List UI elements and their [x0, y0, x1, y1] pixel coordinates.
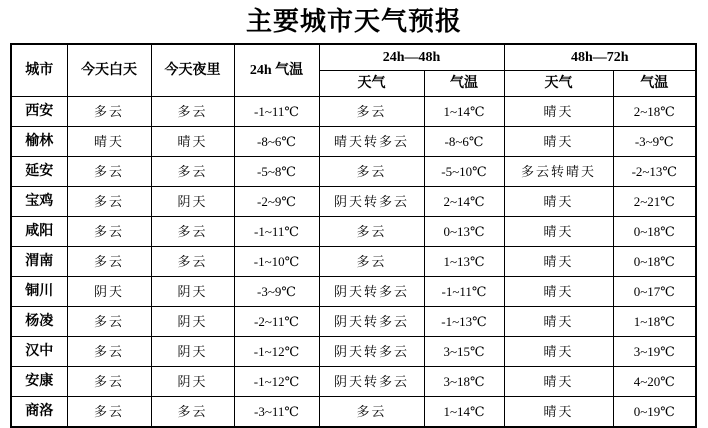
cell-temp-24-48: 3~15℃ — [424, 337, 504, 367]
header-temp-24h: 24h 气温 — [234, 44, 319, 97]
cell-temp-24h: -3~9℃ — [234, 277, 319, 307]
cell-temp-24h: -2~9℃ — [234, 187, 319, 217]
cell-weather-24-48: 多云 — [319, 97, 424, 127]
table-row — [11, 247, 696, 277]
cell-weather-48-72: 晴天 — [504, 187, 613, 217]
table-row — [11, 157, 696, 187]
cell-night-weather: 阴天 — [151, 277, 234, 307]
weather-forecast-table — [10, 43, 697, 428]
header-group-24-48: 24h—48h — [319, 44, 504, 71]
cell-temp-24h: -2~11℃ — [234, 307, 319, 337]
cell-night-weather: 阴天 — [151, 337, 234, 367]
cell-temp-24h: -5~8℃ — [234, 157, 319, 187]
cell-day-weather: 多云 — [67, 397, 151, 428]
cell-night-weather: 多云 — [151, 97, 234, 127]
cell-temp-24h: -3~11℃ — [234, 397, 319, 428]
cell-weather-48-72: 晴天 — [504, 397, 613, 428]
cell-city: 渭南 — [11, 247, 67, 277]
header-weather-24-48: 天气 — [319, 71, 424, 97]
cell-day-weather: 多云 — [67, 367, 151, 397]
cell-night-weather: 多云 — [151, 397, 234, 428]
cell-night-weather: 多云 — [151, 157, 234, 187]
table-row — [11, 397, 696, 428]
cell-day-weather: 多云 — [67, 217, 151, 247]
cell-temp-24h: -8~6℃ — [234, 127, 319, 157]
cell-temp-24-48: -1~13℃ — [424, 307, 504, 337]
cell-temp-24h: -1~12℃ — [234, 337, 319, 367]
cell-night-weather: 晴天 — [151, 127, 234, 157]
cell-city: 宝鸡 — [11, 187, 67, 217]
cell-day-weather: 多云 — [67, 187, 151, 217]
cell-city: 杨凌 — [11, 307, 67, 337]
header-city: 城市 — [11, 44, 67, 97]
cell-weather-24-48: 阴天转多云 — [319, 187, 424, 217]
cell-temp-48-72: 3~19℃ — [613, 337, 696, 367]
cell-temp-48-72: 0~19℃ — [613, 397, 696, 428]
header-group-48-72: 48h—72h — [504, 44, 696, 71]
cell-temp-48-72: 0~17℃ — [613, 277, 696, 307]
cell-night-weather: 多云 — [151, 217, 234, 247]
cell-city: 汉中 — [11, 337, 67, 367]
header-today-night: 今天夜里 — [151, 44, 234, 97]
cell-day-weather: 多云 — [67, 97, 151, 127]
table-header — [11, 44, 696, 97]
cell-temp-24-48: -8~6℃ — [424, 127, 504, 157]
cell-temp-48-72: 1~18℃ — [613, 307, 696, 337]
cell-weather-24-48: 阴天转多云 — [319, 367, 424, 397]
cell-night-weather: 多云 — [151, 247, 234, 277]
cell-city: 商洛 — [11, 397, 67, 428]
cell-temp-24-48: 2~14℃ — [424, 187, 504, 217]
cell-temp-24h: -1~10℃ — [234, 247, 319, 277]
cell-temp-48-72: 0~18℃ — [613, 217, 696, 247]
cell-weather-24-48: 多云 — [319, 247, 424, 277]
cell-day-weather: 多云 — [67, 337, 151, 367]
cell-temp-48-72: 2~18℃ — [613, 97, 696, 127]
page-title: 主要城市天气预报 — [245, 7, 462, 36]
cell-city: 铜川 — [11, 277, 67, 307]
cell-temp-48-72: 4~20℃ — [613, 367, 696, 397]
header-temp-24-48: 气温 — [424, 71, 504, 97]
cell-temp-24-48: -5~10℃ — [424, 157, 504, 187]
cell-temp-48-72: 2~21℃ — [613, 187, 696, 217]
table-row — [11, 97, 696, 127]
table-row — [11, 187, 696, 217]
cell-night-weather: 阴天 — [151, 187, 234, 217]
cell-temp-24-48: 0~13℃ — [424, 217, 504, 247]
cell-city: 西安 — [11, 97, 67, 127]
cell-temp-24-48: 1~14℃ — [424, 397, 504, 428]
cell-weather-48-72: 晴天 — [504, 127, 613, 157]
cell-temp-24h: -1~11℃ — [234, 217, 319, 247]
cell-day-weather: 晴天 — [67, 127, 151, 157]
cell-weather-48-72: 多云转晴天 — [504, 157, 613, 187]
cell-temp-24h: -1~11℃ — [234, 97, 319, 127]
cell-city: 榆林 — [11, 127, 67, 157]
cell-temp-24-48: 3~18℃ — [424, 367, 504, 397]
cell-weather-24-48: 晴天转多云 — [319, 127, 424, 157]
cell-weather-48-72: 晴天 — [504, 367, 613, 397]
cell-weather-48-72: 晴天 — [504, 277, 613, 307]
cell-weather-48-72: 晴天 — [504, 307, 613, 337]
cell-night-weather: 阴天 — [151, 307, 234, 337]
cell-weather-24-48: 阴天转多云 — [319, 307, 424, 337]
cell-day-weather: 多云 — [67, 247, 151, 277]
table-row — [11, 277, 696, 307]
cell-day-weather: 多云 — [67, 157, 151, 187]
table-row — [11, 367, 696, 397]
cell-temp-48-72: -2~13℃ — [613, 157, 696, 187]
header-today-day: 今天白天 — [67, 44, 151, 97]
table-row — [11, 217, 696, 247]
table-body — [11, 97, 696, 428]
header-weather-48-72: 天气 — [504, 71, 613, 97]
cell-temp-24h: -1~12℃ — [234, 367, 319, 397]
cell-weather-24-48: 阴天转多云 — [319, 277, 424, 307]
cell-day-weather: 阴天 — [67, 277, 151, 307]
cell-weather-24-48: 多云 — [319, 157, 424, 187]
cell-weather-48-72: 晴天 — [504, 97, 613, 127]
cell-city: 安康 — [11, 367, 67, 397]
cell-temp-24-48: 1~14℃ — [424, 97, 504, 127]
cell-city: 咸阳 — [11, 217, 67, 247]
cell-weather-48-72: 晴天 — [504, 337, 613, 367]
cell-day-weather: 多云 — [67, 307, 151, 337]
cell-temp-48-72: -3~9℃ — [613, 127, 696, 157]
table-row — [11, 307, 696, 337]
header-temp-48-72: 气温 — [613, 71, 696, 97]
cell-temp-48-72: 0~18℃ — [613, 247, 696, 277]
cell-weather-24-48: 多云 — [319, 217, 424, 247]
cell-weather-24-48: 多云 — [319, 397, 424, 428]
cell-weather-24-48: 阴天转多云 — [319, 337, 424, 367]
header-group-row — [11, 44, 696, 71]
table-row — [11, 127, 696, 157]
cell-night-weather: 阴天 — [151, 367, 234, 397]
cell-temp-24-48: 1~13℃ — [424, 247, 504, 277]
cell-city: 延安 — [11, 157, 67, 187]
cell-temp-24-48: -1~11℃ — [424, 277, 504, 307]
cell-weather-48-72: 晴天 — [504, 247, 613, 277]
cell-weather-48-72: 晴天 — [504, 217, 613, 247]
table-row — [11, 337, 696, 367]
